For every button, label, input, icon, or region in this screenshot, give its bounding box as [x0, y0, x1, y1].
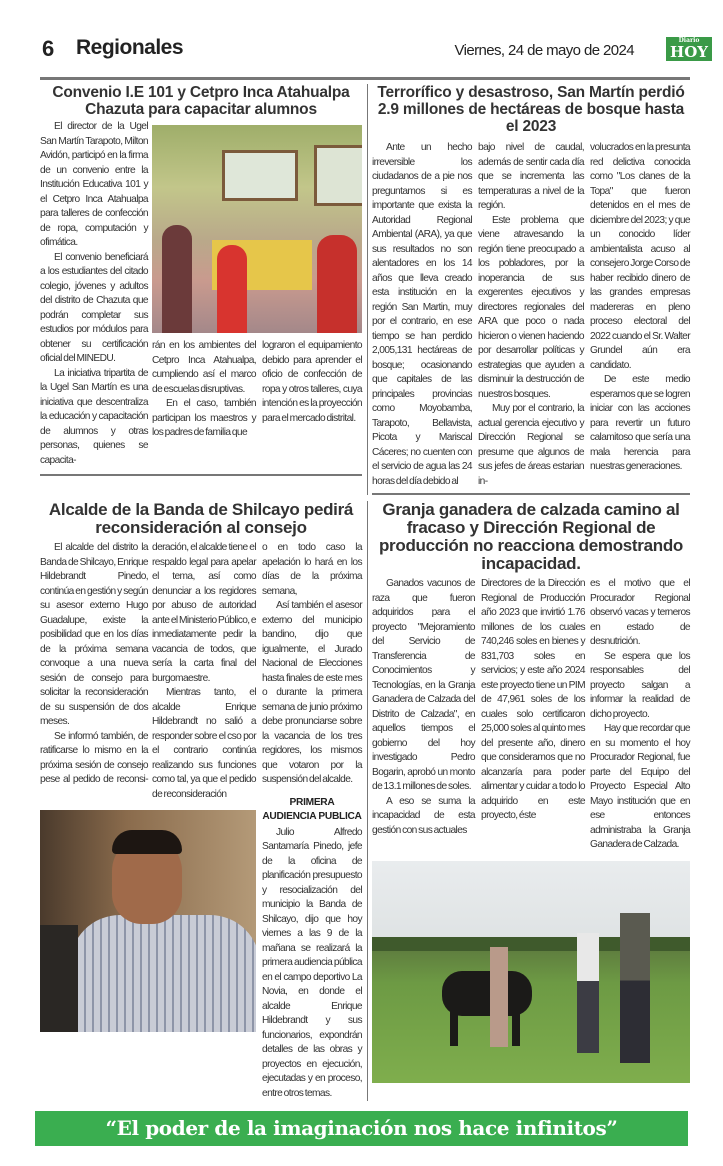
person	[217, 245, 247, 333]
page-header	[40, 0, 708, 84]
logo-small-text: Diario	[678, 37, 700, 44]
article-2-body	[372, 141, 690, 489]
issue-date: Viernes, 24 de mayo de 2024	[454, 42, 634, 59]
article-4-headline: Granja ganadera de calzada camino al fracaso y Dirección Regional de producción no reacciona demostrando incapacidad.	[378, 500, 684, 573]
article-4	[367, 501, 690, 1101]
article-2	[367, 84, 690, 495]
article-3-column-1	[40, 541, 148, 802]
mayor-photo	[40, 810, 256, 1032]
article-3-subhead: PRIMERA AUDIENCIA PUBLICA	[262, 796, 362, 822]
paragraph: es el motivo que el Procurador Regional observó vacas y terneros en estado de desnutrición.	[590, 578, 690, 647]
paragraph: Se informó también, de ratificarse lo mismo en la próxima sesión de consejo pese al pedido de reconsi-	[40, 730, 148, 785]
article-1-headline: Convenio I.E 101 y Cetpro Inca Atahualpa Chazuta para capacitar alumnos	[52, 84, 350, 118]
paragraph: Ganados vacunos de raza que fueron adquiridos para el proyecto "Mejoramiento del Servicio de Transferencia de Conocimientos y Tecnologías, en la Granja Ganadera de Calzada del Distrito de Calzada", en aquellos tiempos el gobierno del hoy investigado Pedro Bogarin, aprobó un monto de 13.1 millones de soles.	[372, 578, 475, 792]
paragraph: Así también el asesor externo del municipio bandino, dijo que igualmente, el Jurado Nacional de Elecciones hasta finales de este mes o durante la primera semana de junio próximo debe pronunciarse sobre la vacancia de los tres regidores, los mismos que votaron por la suspensión del alcalde.	[262, 600, 362, 785]
article-4-body	[372, 577, 690, 853]
paragraph: rán en los ambientes del Cetpro Inca Atahualpa, cumpliendo así el marco de escuelas disruptivas.	[152, 340, 256, 395]
article-4-column-2	[481, 577, 585, 853]
paragraph: Muy por el contrario, la actual gerencia ejecutivo y Dirección Regional se presume que algunos de sus jefes de áreas estarian in-	[478, 403, 584, 487]
footer-slogan: “El poder de la imaginación nos hace infinitos”	[35, 1111, 688, 1146]
paragraph: El convenio beneficiará a los estudiantes del citado colegio, jóvenes y adultos del distrito de Chazuta que podrán completar sus estudios por módulos para obtener su certificación oficial del MINEDU.	[40, 251, 148, 364]
bottom-margin	[40, 1146, 690, 1166]
person	[490, 947, 508, 1047]
article-2-inner	[372, 84, 690, 495]
header-rule	[40, 77, 690, 80]
paragraph: deración, el alcalde tiene el respaldo legal para apelar el tema, así como denunciar a los regidores por abuso de autoridad ante el Ministerio Público, e inmediatamente pedir la vacancia de todos, que sería la carta final del burgomaestre.	[152, 542, 256, 684]
article-3	[40, 501, 362, 1101]
article-3-left-block	[40, 541, 256, 1101]
newspaper-logo	[666, 37, 712, 61]
paragraph: En el caso, también participan los maestros y los padres de familia que	[152, 398, 256, 438]
shirt	[70, 915, 256, 1032]
cow-leg	[450, 1006, 458, 1046]
window	[222, 150, 298, 201]
paragraph: Mientras tanto, el alcalde Enrique Hildebrandt no salió a responder sobre el cso por el contrario continúa realizando sus funciones como tal, ya que el pedido de reconsideración	[152, 687, 256, 800]
bottom-row	[40, 501, 690, 1101]
article-3-column-4	[262, 826, 362, 1102]
paragraph: La iniciativa tripartita de la Ugel San Martín es una iniciativa que descentraliza la educación y capacitación de alumnos y otras personas, quienes se capacita-	[40, 367, 148, 466]
paragraph: o en todo caso la apelación lo hará en los días de la próxima semana,	[262, 542, 362, 597]
person	[162, 225, 192, 333]
article-4-column-1	[372, 577, 475, 853]
paragraph: Julio Alfredo Santamaría Pinedo, jefe de la oficina de planificación presupuesto y resocialización del municipio la Banda de Shilcayo, dijo que hoy viernes a las 9 de la mañana se realizará la primera audiencia pública en el campo deportivo La Novia, en donde el alcalde Enrique Hildebrandt y sus funcionarios, expondrán detalles de las obras y proyectos en ejecución, ejecutadas y en proceso, entre otros temas.	[262, 826, 362, 1099]
article-2-column-3	[590, 141, 690, 489]
person	[317, 235, 357, 333]
top-row	[40, 84, 690, 495]
cow-leg	[512, 1006, 520, 1046]
article-1-body	[40, 120, 362, 468]
article-1-column-2	[152, 339, 256, 441]
paragraph: El director de la Ugel San Martín Tarapoto, Milton Avidón, participó en la firma de un convenio entre la Institución Educativa 101 y el Cetpro Inca Atahualpa para talleres de confección de ropa, computación y ofimática.	[40, 121, 148, 248]
article-1-right-block	[152, 120, 362, 468]
classroom-photo	[152, 125, 362, 333]
article-4-column-3	[590, 577, 690, 853]
farm-photo	[372, 861, 690, 1083]
article-1-lower-columns	[152, 339, 362, 441]
page-number: 6	[42, 36, 55, 61]
paragraph: Hay que recordar que en su momento el hoy Procurador Regional, fue parte del Equipo del Proyecto Especial Alto Mayo institución que en ese entonces administraba la Granja Ganadera de Calzada.	[590, 723, 690, 850]
paragraph: Este problema que viene atravesando la región tiene preocupado a los pobladores, por la inoperancia de sus exgerentes ejecutivos y directores regionales del ARA que poco o nada hicieron o vienen haciendo por desarrollar políticas y estrategias que ayuden a disminuir la destrucción de nuestros bosques.	[478, 214, 584, 400]
paragraph: El alcalde del distrito la Banda de Shilcayo, Enrique Hildebrandt Pinedo, continúa en gestión y según su asesor externo Hugo Guadalupe, existe la posibilidad que en los días de la próxima semana convoque a una nueva sesión de consejo para solicitar la reconsideración de su suspensión de dos meses.	[40, 542, 148, 727]
article-1	[40, 84, 362, 476]
article-2-column-2	[478, 141, 584, 489]
window	[314, 145, 362, 206]
article-3-headline: Alcalde de la Banda de Shilcayo pedirá reconsideración al consejo	[48, 500, 354, 537]
person-left	[40, 925, 78, 1032]
paragraph: lograron el equipamiento debido para aprender el oficio de confección de ropa y otros talleres, cuya intención es la proyección para el mercado distrital.	[262, 340, 362, 424]
person	[620, 913, 650, 1063]
section-title: Regionales	[76, 36, 184, 59]
article-2-headline: Terrorífico y desastroso, San Martín perdió 2.9 millones de hectáreas de bosque hasta el 2023	[377, 84, 685, 135]
person	[577, 933, 599, 1053]
article-3-column-2	[152, 541, 256, 802]
paragraph: Ante un hecho irreversible los ciudadanos de a pie nos preguntamos si es importante que exista la Autoridad Regional Ambiental (ARA), ya que sus resultados no son alentadores en los 14 años que lleva creado esta institución en la región San Martin, muy por el contrario, en ese tiempo se han perdido 2,005,131 hectáreas de bosque; ocasionando que capitales de las principales provincias como Moyobamba, Tarapoto, Bellavista, Picota y Mariscal Cáceres; no cuenten con el servicio de agua las 24 horas del día debido al	[372, 142, 472, 487]
paragraph: A eso se suma la incapacidad de esta gestión con sus actuales	[372, 795, 475, 836]
article-1-column-1	[40, 120, 148, 468]
article-3-body	[40, 541, 362, 1101]
article-1-column-3	[262, 339, 362, 441]
article-3-right-column	[262, 541, 362, 1101]
article-3-column-3	[262, 541, 362, 788]
paragraph: volucrados en la presunta red delictiva conocida como "Los clanes de la Topa" que fueron detenidos en el mes de diciembre del 2023; y que un conocido líder ambientalista acuso al consejero Jorge Corso de haber recibido dinero de las grandes empresas madereras en pleno proceso electoral del 2022 cuando el Sr. Walter Grundel aún era candidato.	[590, 142, 690, 371]
paragraph: bajo nivel de caudal, además de sentir cada día que se incrementa las temperaturas a nivel de la región.	[478, 142, 584, 211]
article-3-upper-columns	[40, 541, 256, 802]
article-2-column-1	[372, 141, 472, 489]
logo-main-text: HOY	[670, 43, 708, 61]
paragraph: Directores de la Dirección Regional de Producción año 2023 que invirtió 1.76 millones de los cuales 740,246 soles en bienes y 831,703 soles en servicios; y este año 2024 este proyecto tiene un PIM de 47,961 soles de los cuales solo certificaron 25,000 soles al quinto mes del presente año, dinero que consideramos que no alcanzaría para poder alimentar y cuidar a todo lo adquirido en este proyecto, éste	[481, 578, 585, 821]
paragraph: De este medio esperamos que se logren iniciar con las acciones para revertir un futuro calamitoso que sería una mala herencia para nuestras generaciones.	[590, 374, 690, 472]
newspaper-page	[40, 0, 708, 1166]
paragraph: Se espera que los responsables del proyecto salgan a informar la realidad de dicho proyecto.	[590, 650, 690, 720]
hair	[112, 830, 182, 854]
